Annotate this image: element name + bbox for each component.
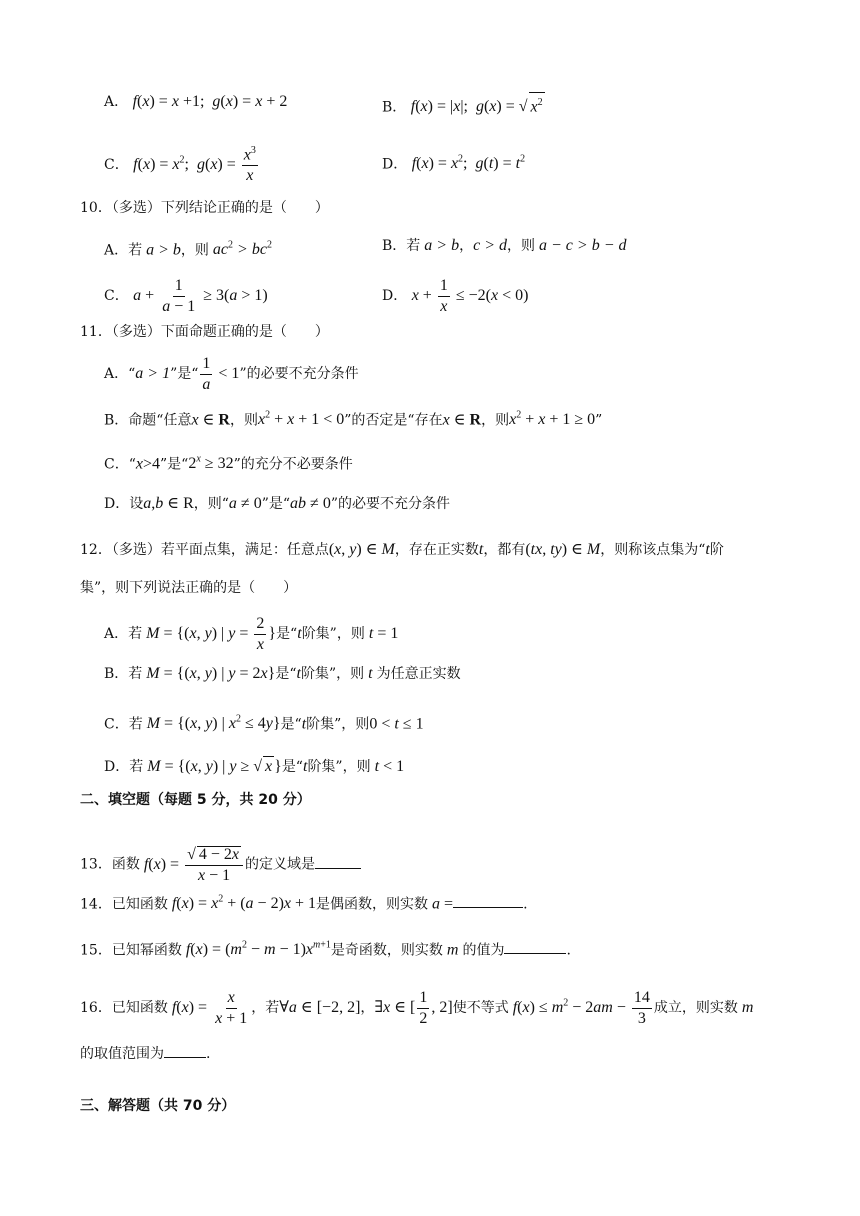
q10-stem: 10．（多选）下列结论正确的是（ ） [80, 200, 329, 216]
section-fill-in-heading: 二、填空题（每题 5 分，共 20 分） [80, 792, 311, 808]
q10-option-a: A．若 a > b，则 $ac^2 > bc^2$ [104, 240, 272, 259]
q9-option-d: D． $f(x) = x^2$; $g(t) = t^2$ [382, 154, 526, 173]
q13: 13．函数 f(x) = $\frac{√ 4 - 2x}{x - 1}$ 的定义域是 [80, 846, 361, 884]
q9-option-c: C． $f(x) = x^2$; g(x) = $\frac{x^3}{x}$ [104, 145, 256, 185]
q16-line1: 16．已知函数 f(x) = $\frac{x}{x + 1}$ ，若∀a ∈ [−2, 2]，∃x ∈ [ $\frac{1}{2}$ , 2]使不等式 $f(x) \le m^2 - 2am$ − $\frac{14}{3}$ 成立，则实数 m [80, 989, 754, 1027]
q11-option-b: B．命题“任意x ∈ R，则$x^2 + x + 1 < 0$”的否定是“存在x ∈ R，则$x^2 + x + 1 \ge 0$” [104, 410, 603, 429]
q12-stem-line2: 集”，则下列说法正确的是（ ） [80, 580, 298, 596]
q13-answer-blank[interactable] [315, 856, 361, 869]
q14: 14．已知函数 $f(x) = x^2 + (a - 2)x + 1$是偶函数，则实数 a = . [80, 894, 528, 913]
section-solution-heading: 三、解答题（共 70 分） [80, 1098, 236, 1114]
q10-option-b: B．若 a > b，c > d，则 a − c > b − d [382, 237, 627, 254]
q12-stem-line1: 12．（多选）若平面点集，满足：任意点(x, y) ∈ M，存在正实数t，都有(tx, ty) ∈ M，则称该点集为“t阶 [80, 541, 724, 558]
q11-option-c: C．“x>4”是“2$^x$ ≥ 32”的充分不必要条件 [104, 454, 353, 473]
q16-answer-blank[interactable] [164, 1045, 206, 1058]
q16-line2: 的取值范围为 . [80, 1046, 211, 1062]
q11-option-d: D．设a,b ∈ R，则“a ≠ 0”是“ab ≠ 0”的必要不充分条件 [104, 495, 450, 512]
q10-option-d: D． x + $\frac{1}{x}$ ≤ −2(x < 0) [382, 277, 529, 315]
q9-option-b: B． f(x) = |x|; g(x) = √ $x^2$ [382, 92, 545, 117]
q15-answer-blank[interactable] [504, 941, 566, 954]
q14-answer-blank[interactable] [453, 895, 523, 908]
q15: 15．已知幂函数 $f(x) = (m^2 - m - 1)x^{m+1}$是奇函数，则实数 m 的值为 . [80, 940, 571, 959]
q12-option-d: D．若 M = {(x, y) | y ≥ √ x }是“t阶集”，则 t < 1 [104, 758, 405, 775]
q12-option-b: B．若 M = {(x, y) | y = 2x}是“t阶集”，则 t 为任意正实数 [104, 665, 461, 682]
q11-stem: 11．（多选）下面命题正确的是（ ） [80, 324, 329, 340]
q12-option-c: C．若 M = {(x, y) | $x^2 \le 4y$}是“t阶集”，则0 < t ≤ 1 [104, 714, 424, 733]
q10-option-c: C． a + $\frac{1}{a - 1}$ ≥ 3(a > 1) [104, 277, 268, 315]
q11-option-a: A．“a > 1”是“ $\frac{1}{a}$ < 1”的必要不充分条件 [104, 355, 359, 393]
q12-option-a: A．若 M = {(x, y) | y = $\frac{2}{x}$ }是“t阶集”，则 t = 1 [104, 615, 399, 653]
q9-option-a: A． f(x) = x +1; g(x) = x + 2 [104, 93, 288, 110]
